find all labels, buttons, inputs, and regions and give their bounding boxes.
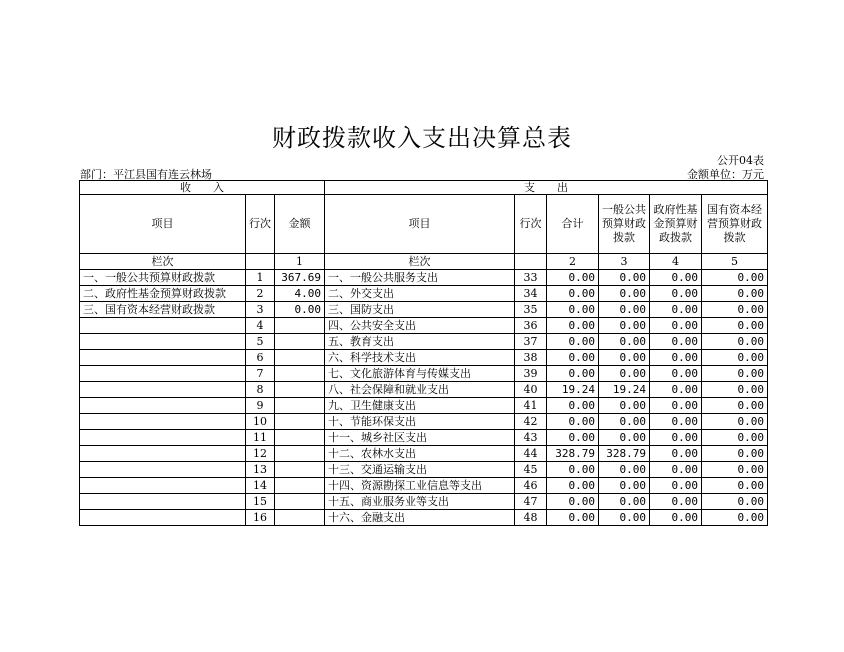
income-amount [275,510,325,526]
income-row-no: 3 [246,302,275,318]
income-row-no: 2 [246,286,275,302]
state-capital-amount: 0.00 [702,366,768,382]
department-label: 部门：平江县国有连云林场 [80,168,212,181]
income-row-no: 10 [246,414,275,430]
expense-row-no: 38 [515,350,547,366]
state-capital-amount: 0.00 [702,270,768,286]
general-budget-amount: 0.00 [599,494,650,510]
state-capital-amount: 0.00 [702,462,768,478]
table-row [80,478,768,494]
expense-item: 一、一般公共服务支出 [325,270,515,286]
income-item [80,446,246,462]
income-row-no: 9 [246,398,275,414]
page-title: 财政拨款收入支出决算总表 [272,124,572,152]
income-item [80,366,246,382]
income-amount [275,430,325,446]
general-budget-amount: 0.00 [599,430,650,446]
col-item-header: 项目 [80,195,246,254]
col-fund-header: 政府性基金预算财政拨款 [650,195,702,254]
budget-table [79,180,768,526]
expense-item: 十四、资源勘探工业信息等支出 [325,478,515,494]
expense-row-no: 43 [515,430,547,446]
form-code: 公开04表 [717,154,764,167]
general-budget-amount: 0.00 [599,398,650,414]
expense-row-no: 42 [515,414,547,430]
table-row [80,366,768,382]
table-row [80,462,768,478]
expense-row-no: 47 [515,494,547,510]
income-amount: 4.00 [275,286,325,302]
fund-budget-amount: 0.00 [650,430,702,446]
income-item: 二、政府性基金预算财政拨款 [80,286,246,302]
col-row-header: 行次 [246,195,275,254]
expense-item: 八、社会保障和就业支出 [325,382,515,398]
total-amount: 0.00 [547,318,599,334]
table-row [80,334,768,350]
income-row-no: 7 [246,366,275,382]
expense-row-no: 37 [515,334,547,350]
general-budget-amount: 0.00 [599,510,650,526]
fund-budget-amount: 0.00 [650,494,702,510]
table-row [80,430,768,446]
col-total-header: 合计 [547,195,599,254]
income-item [80,318,246,334]
income-amount: 367.69 [275,270,325,286]
table-row [80,510,768,526]
col-item2-header: 项目 [325,195,515,254]
income-amount [275,494,325,510]
total-amount: 0.00 [547,510,599,526]
table-row [80,398,768,414]
income-item [80,494,246,510]
income-item [80,510,246,526]
fund-budget-amount: 0.00 [650,270,702,286]
state-capital-amount: 0.00 [702,414,768,430]
expense-item: 六、科学技术支出 [325,350,515,366]
table-row [80,382,768,398]
expense-row-no: 35 [515,302,547,318]
income-row-no: 5 [246,334,275,350]
fund-budget-amount: 0.00 [650,286,702,302]
total-amount: 0.00 [547,286,599,302]
income-row-no: 6 [246,350,275,366]
expense-item: 七、文化旅游体育与传媒支出 [325,366,515,382]
expense-item: 十三、交通运输支出 [325,462,515,478]
state-capital-amount: 0.00 [702,430,768,446]
total-amount: 19.24 [547,382,599,398]
col-state-header: 国有资本经营预算财政拨款 [702,195,768,254]
general-budget-amount: 0.00 [599,366,650,382]
income-amount [275,478,325,494]
expense-row-no: 34 [515,286,547,302]
general-budget-amount: 0.00 [599,414,650,430]
expense-item: 九、卫生健康支出 [325,398,515,414]
fund-budget-amount: 0.00 [650,302,702,318]
table-row [80,318,768,334]
total-amount: 0.00 [547,414,599,430]
total-amount: 0.00 [547,302,599,318]
income-row-no: 11 [246,430,275,446]
state-capital-amount: 0.00 [702,334,768,350]
lanci-c4: 4 [650,254,702,270]
income-row-no: 8 [246,382,275,398]
lanci-label2: 栏次 [325,254,515,270]
income-amount [275,382,325,398]
general-budget-amount: 0.00 [599,478,650,494]
income-amount [275,462,325,478]
income-item [80,478,246,494]
expense-row-no: 44 [515,446,547,462]
state-capital-amount: 0.00 [702,350,768,366]
state-capital-amount: 0.00 [702,510,768,526]
income-row-no: 4 [246,318,275,334]
expense-header: 支 出 [325,181,768,195]
expense-row-no: 33 [515,270,547,286]
income-row-no: 1 [246,270,275,286]
income-item [80,430,246,446]
state-capital-amount: 0.00 [702,382,768,398]
expense-item: 十二、农林水支出 [325,446,515,462]
total-amount: 0.00 [547,350,599,366]
state-capital-amount: 0.00 [702,318,768,334]
income-item [80,462,246,478]
income-header: 收 入 [80,181,325,195]
income-item [80,334,246,350]
state-capital-amount: 0.00 [702,478,768,494]
lanci-c1: 1 [275,254,325,270]
income-amount [275,446,325,462]
expense-row-no: 45 [515,462,547,478]
income-amount: 0.00 [275,302,325,318]
col-row2-header: 行次 [515,195,547,254]
income-item [80,398,246,414]
fund-budget-amount: 0.00 [650,446,702,462]
income-row-no: 13 [246,462,275,478]
total-amount: 0.00 [547,494,599,510]
expense-row-no: 36 [515,318,547,334]
expense-item: 四、公共安全支出 [325,318,515,334]
income-row-no: 15 [246,494,275,510]
state-capital-amount: 0.00 [702,302,768,318]
total-amount: 0.00 [547,430,599,446]
lanci-empty [246,254,275,270]
income-row-no: 12 [246,446,275,462]
general-budget-amount: 0.00 [599,462,650,478]
expense-row-no: 41 [515,398,547,414]
expense-row-no: 46 [515,478,547,494]
total-amount: 0.00 [547,270,599,286]
state-capital-amount: 0.00 [702,494,768,510]
lanci-label: 栏次 [80,254,246,270]
income-item: 一、一般公共预算财政拨款 [80,270,246,286]
fund-budget-amount: 0.00 [650,398,702,414]
fund-budget-amount: 0.00 [650,318,702,334]
expense-item: 三、国防支出 [325,302,515,318]
total-amount: 0.00 [547,478,599,494]
expense-item: 十、节能环保支出 [325,414,515,430]
state-capital-amount: 0.00 [702,398,768,414]
income-amount [275,398,325,414]
fund-budget-amount: 0.00 [650,510,702,526]
income-item: 三、国有资本经营财政拨款 [80,302,246,318]
general-budget-amount: 328.79 [599,446,650,462]
income-amount [275,350,325,366]
total-amount: 0.00 [547,334,599,350]
fund-budget-amount: 0.00 [650,366,702,382]
lanci-c5: 5 [702,254,768,270]
income-row-no: 16 [246,510,275,526]
table-row [80,302,768,318]
expense-item: 十六、金融支出 [325,510,515,526]
expense-item: 二、外交支出 [325,286,515,302]
income-item [80,350,246,366]
income-amount [275,366,325,382]
table-row [80,446,768,462]
income-amount [275,414,325,430]
state-capital-amount: 0.00 [702,446,768,462]
table-row [80,494,768,510]
table-row [80,286,768,302]
expense-item: 十五、商业服务业等支出 [325,494,515,510]
general-budget-amount: 0.00 [599,286,650,302]
income-amount [275,334,325,350]
table-row [80,350,768,366]
general-budget-amount: 0.00 [599,302,650,318]
lanci-c3: 3 [599,254,650,270]
table-row [80,414,768,430]
expense-item: 十一、城乡社区支出 [325,430,515,446]
unit-label: 金额单位：万元 [687,168,764,181]
total-amount: 0.00 [547,366,599,382]
general-budget-amount: 0.00 [599,318,650,334]
expense-row-no: 48 [515,510,547,526]
general-budget-amount: 0.00 [599,350,650,366]
lanci-empty2 [515,254,547,270]
fund-budget-amount: 0.00 [650,414,702,430]
fund-budget-amount: 0.00 [650,478,702,494]
income-amount [275,318,325,334]
general-budget-amount: 0.00 [599,270,650,286]
fund-budget-amount: 0.00 [650,334,702,350]
col-general-header: 一般公共预算财政拨款 [599,195,650,254]
total-amount: 328.79 [547,446,599,462]
general-budget-amount: 19.24 [599,382,650,398]
fund-budget-amount: 0.00 [650,350,702,366]
expense-row-no: 40 [515,382,547,398]
fund-budget-amount: 0.00 [650,462,702,478]
total-amount: 0.00 [547,398,599,414]
expense-row-no: 39 [515,366,547,382]
general-budget-amount: 0.00 [599,334,650,350]
state-capital-amount: 0.00 [702,286,768,302]
income-item [80,414,246,430]
fund-budget-amount: 0.00 [650,382,702,398]
expense-item: 五、教育支出 [325,334,515,350]
income-row-no: 14 [246,478,275,494]
col-amount-header: 金额 [275,195,325,254]
lanci-c2: 2 [547,254,599,270]
table-row [80,270,768,286]
income-item [80,382,246,398]
total-amount: 0.00 [547,462,599,478]
